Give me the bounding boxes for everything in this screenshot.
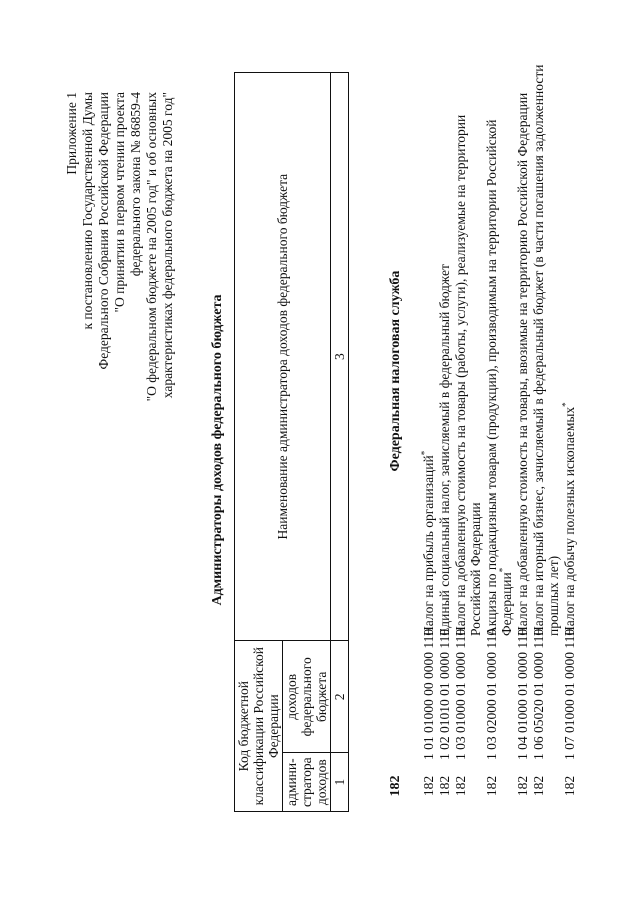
- revenue-name: Налог на добычу полезных ископаемых: [562, 406, 577, 636]
- document-title: Администраторы доходов федерального бюджета: [210, 294, 225, 606]
- revenue-name: Акцизы по подакцизным товарам (продукции), производимым на территории Российской Федерации: [484, 119, 514, 636]
- revenue-name: Единый социальный налог, зачисляемый в федеральный бюджет: [437, 264, 452, 636]
- table-row: [437, 52, 452, 812]
- admin-code: 182: [453, 775, 468, 797]
- section-name: Федеральная налоговая служба: [388, 270, 403, 472]
- appendix-line: характеристиках федерального бюджета на 2005 год": [160, 92, 175, 399]
- revenue-name: Налог на прибыль организаций: [421, 455, 436, 636]
- admin-code: 182: [484, 775, 499, 797]
- revenue-code-header: доходов федерального бюджета: [283, 641, 331, 753]
- budget-classification-header: Код бюджетной классификации Российской Федерации: [235, 641, 283, 812]
- table-row: [484, 52, 514, 812]
- appendix-line: Приложение 1: [64, 92, 79, 175]
- admin-code: 182: [421, 775, 436, 797]
- section-code: 182: [388, 775, 403, 797]
- appendix-line: к постановлению Государственной Думы: [80, 92, 95, 330]
- revenue-code: 1 06 05020 01 0000 110: [531, 628, 546, 760]
- revenue-code: 1 01 01000 00 0000 110: [421, 628, 436, 760]
- footnote-mark: *: [419, 450, 430, 456]
- revenue-code: 1 03 01000 01 0000 110: [453, 628, 468, 760]
- admin-code: 182: [515, 775, 530, 797]
- revenue-code: 1 03 02000 01 0000 110: [484, 628, 499, 760]
- revenue-code: 1 07 01000 01 0000 110: [562, 628, 577, 760]
- admin-code: 182: [562, 775, 577, 797]
- table-row: [515, 52, 530, 812]
- appendix-line: федерального закона № 86859-4: [128, 92, 143, 277]
- revenue-name: Налог на игорный бизнес, зачисляемый в федеральный бюджет (в части погашения задолженности прошлых лет): [531, 64, 561, 636]
- administrators-table: [234, 72, 349, 812]
- revenue-name: Налог на добавленную стоимость на товары (работы, услуги), реализуемые на территории Российской Федерации: [453, 114, 483, 636]
- column-number: 3: [331, 73, 349, 641]
- footnote-mark: *: [497, 567, 508, 573]
- appendix-line: "О федеральном бюджете на 2005 год" и об основных: [144, 92, 159, 402]
- administrator-name-header: Наименование администратора доходов федерального бюджета: [235, 73, 331, 641]
- admin-code: 182: [531, 775, 546, 797]
- column-number: 2: [331, 641, 349, 753]
- table-body: [380, 52, 578, 812]
- revenue-name: Налог на добавленную стоимость на товары, ввозимые на территорию Российской Федерации: [515, 92, 530, 636]
- appendix-header: [64, 92, 176, 401]
- table-row: [453, 52, 483, 812]
- table-row: [562, 52, 577, 812]
- footnote-mark: *: [560, 402, 571, 407]
- admin-code: 182: [437, 775, 452, 797]
- column-number: 1: [331, 753, 349, 812]
- table-row: [421, 52, 436, 812]
- table-header-row: [235, 73, 283, 812]
- column-number-row: [331, 73, 349, 812]
- table-row: [531, 52, 561, 812]
- section-row: [388, 52, 403, 812]
- revenue-code: 1 04 01000 01 0000 110: [515, 628, 530, 760]
- administrator-code-header: админи-стратора доходов: [283, 753, 331, 812]
- revenue-code: 1 02 01010 01 0000 110: [437, 628, 452, 760]
- appendix-line: "О принятии в первом чтении проекта: [112, 92, 127, 313]
- appendix-line: Федерального Собрания Российской Федерации: [96, 92, 111, 370]
